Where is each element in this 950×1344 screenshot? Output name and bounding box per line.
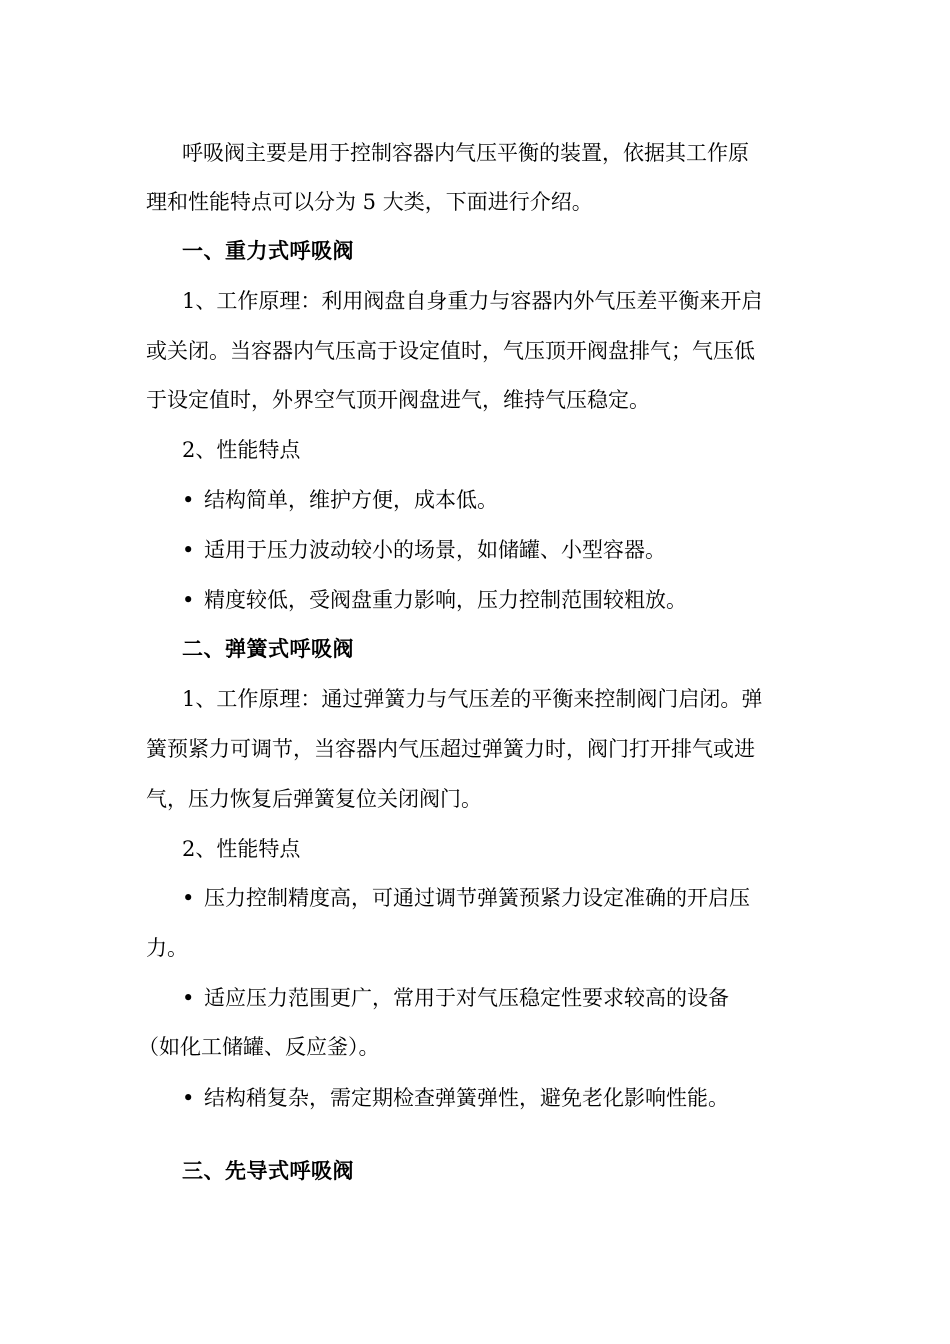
- spring-bullet-3: [182, 1085, 842, 1111]
- bullet-text: 压力控制精度高，可通过调节弹簧预紧力设定准确的开启压: [204, 886, 750, 910]
- section-heading-spring: 二、弹簧式呼吸阀: [182, 637, 354, 661]
- bullet-text: 结构简单，维护方便，成本低。: [204, 488, 498, 512]
- spring-principle-line-1: 1、工作原理：通过弹簧力与气压差的平衡来控制阀门启闭。弹: [182, 687, 763, 711]
- gravity-bullet-2: [182, 537, 842, 563]
- intro-line-2: 理和性能特点可以分为 5 大类，下面进行介绍。: [146, 190, 593, 214]
- bullet-icon: •: [182, 1086, 195, 1110]
- spring-bullet-1: [182, 885, 842, 911]
- bullet-icon: •: [182, 538, 195, 562]
- spring-principle-line-2: 簧预紧力可调节，当容器内气压超过弹簧力时，阀门打开排气或进: [146, 737, 755, 761]
- gravity-bullet-3: [182, 587, 842, 613]
- gravity-principle-line-1: 1、工作原理：利用阀盘自身重力与容器内外气压差平衡来开启: [182, 289, 763, 313]
- gravity-features-title: 2、性能特点: [182, 438, 301, 462]
- bullet-text: 适用于压力波动较小的场景，如储罐、小型容器。: [204, 538, 666, 562]
- gravity-principle-line-2: 或关闭。当容器内气压高于设定值时，气压顶开阀盘排气；气压低: [146, 339, 755, 363]
- bullet-icon: •: [182, 986, 195, 1010]
- spring-bullet-2: [182, 985, 842, 1011]
- bullet-text: 精度较低，受阀盘重力影响，压力控制范围较粗放。: [204, 588, 687, 612]
- bullet-icon: •: [182, 886, 195, 910]
- spring-bullet-1-cont: 力。: [146, 936, 188, 960]
- bullet-text: 适应压力范围更广，常用于对气压稳定性要求较高的设备: [204, 986, 729, 1010]
- spring-bullet-2-cont: （如化工储罐、反应釜）。: [138, 1035, 380, 1059]
- gravity-principle-line-3: 于设定值时，外界空气顶开阀盘进气，维持气压稳定。: [146, 388, 650, 412]
- intro-line-1: 呼吸阀主要是用于控制容器内气压平衡的装置，依据其工作原: [182, 141, 749, 165]
- bullet-icon: •: [182, 488, 195, 512]
- section-heading-gravity: 一、重力式呼吸阀: [182, 239, 354, 263]
- spring-features-title: 2、性能特点: [182, 837, 301, 861]
- spring-principle-line-3: 气，压力恢复后弹簧复位关闭阀门。: [146, 787, 482, 811]
- bullet-icon: •: [182, 588, 195, 612]
- gravity-bullet-1: [182, 487, 842, 513]
- section-heading-pilot: 三、先导式呼吸阀: [182, 1159, 354, 1183]
- bullet-text: 结构稍复杂，需定期检查弹簧弹性，避免老化影响性能。: [204, 1086, 729, 1110]
